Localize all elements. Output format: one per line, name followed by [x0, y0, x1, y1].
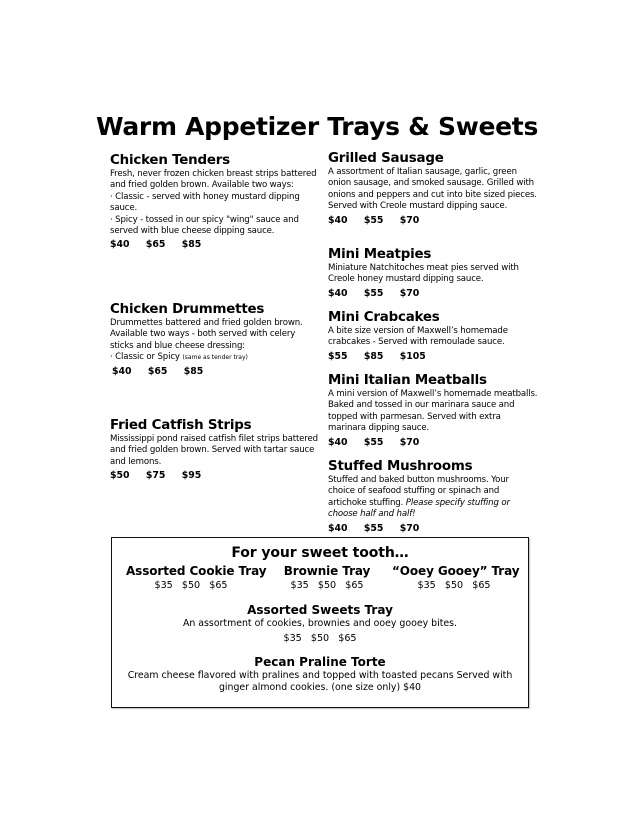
price-medium: $55: [363, 436, 384, 448]
item-name: Stuffed Mushrooms: [328, 459, 473, 474]
option-text: · Classic or Spicy: [110, 352, 180, 363]
item-name: Chicken Tenders: [110, 153, 230, 168]
price-small: $40: [328, 287, 348, 299]
tray-name: “Ooey Gooey” Tray: [392, 564, 520, 578]
price-small: $50: [110, 470, 130, 482]
item-description: [328, 389, 538, 435]
item-name: Grilled Sausage: [328, 151, 444, 166]
item-description: [328, 326, 538, 349]
sweets-heading: For your sweet tooth…: [231, 545, 409, 561]
menu-item-chicken-tenders: [110, 152, 320, 251]
description-line: [110, 352, 320, 363]
page-title: Warm Appetizer Trays & Sweets: [95, 112, 539, 141]
price-medium: $65: [147, 365, 168, 377]
menu-item-chicken-drummettes: [110, 301, 320, 378]
price-small: $35: [283, 633, 302, 644]
menu-item-mini-italian-meatballs: [328, 372, 538, 449]
item-name: Mini Crabcakes: [328, 310, 440, 325]
tray-price-list: [126, 579, 256, 593]
option-note: (same as tender tray): [182, 354, 248, 362]
item-name: Chicken Drummettes: [110, 302, 265, 317]
price-medium: $50: [310, 633, 330, 644]
price-medium: $50: [181, 580, 201, 591]
price-medium: $50: [444, 580, 464, 591]
price-large: $65: [209, 580, 228, 591]
tray-assorted-cookie: [126, 564, 267, 593]
price-large: $70: [399, 436, 420, 448]
description-line: Stuffed and baked button mushrooms. Your choice of seafood stuffing or spinach and artichoke stuffing.: [328, 475, 509, 508]
price-large: $65: [345, 580, 364, 591]
description-line: A assortment of Italian sausage, garlic, green onion sausage, and smoked sausage. Grilled with onions and peppers and cut into bite sized pieces. Served with Creole mustard dipping sauce.: [328, 167, 537, 212]
item-name: Mini Italian Meatballs: [328, 373, 487, 388]
price-small: $35: [154, 580, 173, 591]
price-list: [110, 238, 320, 251]
menu-item-stuffed-mushrooms: [328, 458, 538, 535]
price-small: $40: [112, 365, 132, 377]
sweet-description: An assortment of cookies, brownies and ooey gooey bites.: [182, 618, 458, 629]
price-list: [110, 469, 320, 482]
item-description: [328, 475, 538, 521]
assorted-sweets-tray: [112, 603, 528, 646]
price-small: $40: [328, 436, 348, 448]
tray-ooey-gooey: [392, 564, 520, 593]
price-list: [328, 350, 538, 363]
price-list: [110, 365, 320, 378]
tray-brownie: [277, 564, 377, 593]
price-list: [328, 287, 538, 300]
description-line: Drummettes battered and fried golden brown. Available two ways - both served with celery sticks and blue cheese dressing:: [110, 318, 303, 351]
item-description: [110, 169, 320, 237]
description-line: Mississippi pond raised catfish filet strips battered and fried golden brown. Served with tartar sauce and lemons.: [110, 434, 318, 467]
item-name: Fried Catfish Strips: [110, 418, 252, 433]
menu-item-grilled-sausage: [328, 150, 538, 227]
pecan-praline-torte: [112, 655, 528, 694]
price-medium: $65: [145, 239, 166, 251]
price-list: [328, 436, 538, 449]
sweet-description-line: Cream cheese flavored with pralines and topped with toasted pecans Served with: [127, 670, 513, 681]
description-line: Miniature Natchitoches meat pies served with Creole honey mustard dipping sauce.: [328, 263, 519, 285]
price-large: $70: [399, 214, 420, 226]
sweet-price-list: [112, 632, 528, 646]
price-medium: $55: [363, 287, 384, 299]
item-description: [110, 434, 320, 468]
price-medium: $85: [363, 350, 384, 362]
sweets-section: [111, 537, 529, 708]
price-large: $95: [181, 470, 202, 482]
price-large: $70: [399, 287, 420, 299]
price-large: $65: [338, 633, 357, 644]
price-small: $35: [417, 580, 436, 591]
sweet-name: Pecan Praline Torte: [254, 655, 386, 669]
tray-name: Assorted Cookie Tray: [126, 564, 267, 578]
italic-note: Please specify stuffing or choose half and half!: [328, 497, 510, 520]
item-description: [110, 318, 320, 364]
tray-name: Brownie Tray: [283, 564, 371, 578]
price-large: $70: [399, 522, 420, 534]
tray-price-list: [392, 579, 516, 593]
price-small: $40: [328, 214, 348, 226]
price-medium: $55: [363, 214, 384, 226]
menu-item-fried-catfish-strips: [110, 417, 320, 482]
menu-item-mini-crabcakes: [328, 309, 538, 363]
item-description: [328, 167, 538, 213]
price-medium: $55: [363, 522, 384, 534]
tray-price-list: [277, 579, 377, 593]
price-large: $85: [181, 239, 202, 251]
price-medium: $50: [317, 580, 337, 591]
description-line: Fresh, never frozen chicken breast strips battered and fried golden brown. Available two ways:: [110, 169, 317, 191]
price-list: [328, 522, 538, 535]
description-line: A bite size version of Maxwell’s homemade crabcakes - Served with remoulade sauce.: [328, 326, 508, 348]
description-line: · Spicy - tossed in our spicy "wing" sauce and served with blue cheese dipping sauce.: [110, 214, 299, 237]
price-small: $40: [328, 522, 348, 534]
item-name: Mini Meatpies: [328, 247, 432, 262]
menu-item-mini-meatpies: [328, 246, 538, 300]
price-list: [328, 214, 538, 227]
price-small: $55: [328, 350, 348, 362]
price-small: $40: [110, 239, 130, 251]
item-description: [328, 263, 538, 286]
price-large: $65: [472, 580, 491, 591]
sweet-name: Assorted Sweets Tray: [247, 603, 393, 617]
price-medium: $75: [145, 470, 166, 482]
price-large: $85: [183, 365, 204, 377]
price-large: $105: [399, 350, 426, 362]
description-line: A mini version of Maxwell’s homemade meatballs. Baked and tossed in our marinara sauce and topped with parmesan. Served with extra marinara dipping sauce.: [328, 389, 538, 434]
description-line: · Classic - served with honey mustard dipping sauce.: [110, 191, 300, 214]
price-small: $35: [290, 580, 309, 591]
sweet-description-line: ginger almond cookies. (one size only) $40: [218, 682, 422, 693]
